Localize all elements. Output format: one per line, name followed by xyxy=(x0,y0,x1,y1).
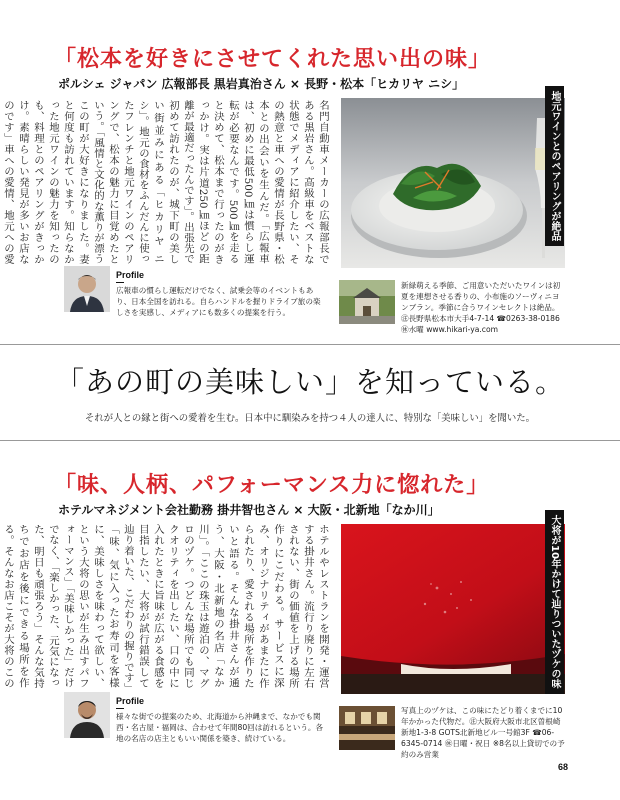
headline-title: 「あの町の美味しい」を知っている。 xyxy=(54,365,565,399)
section2-photo-caption: 写真上のヅケは、この味にたどり着くまでに10年かかった代物だ。㊟大阪府大阪市北区曽根崎新地1-3-8 GOTS北新地ビル一号館3F ☎06-6345-0714 ㊡日曜・祝日 ※8名以上貸切での予約のみ営業 xyxy=(401,706,565,759)
page-number: 68 xyxy=(558,762,569,772)
headline-top-rule xyxy=(0,344,620,345)
headline-bottom-rule xyxy=(0,440,620,441)
section1-photo-caption: 新緑萌える季節、ご用意いただいたワインは初夏を連想させる香りの、小布施のソーヴィニヨンブラン。季節に合うワインセレクトは絶品。㊟長野県松本市大手4-7-14 ☎0263-38-0186 ㊡水曜 www.hikari-ya.com xyxy=(401,281,561,334)
section1-profile-avatar xyxy=(64,266,110,312)
section1-byline: ポルシェ ジャパン 広報部長 黒岩真治さん × 長野・松本「ヒカリヤ ニシ」 xyxy=(58,77,465,91)
section1-title: 「松本を好きにさせてくれた思い出の味」 xyxy=(54,46,492,72)
section2-profile-underline xyxy=(116,708,124,709)
section2-profile-text: 様々な街での提案のため、北海道から沖縄まで、なかでも関西・名古屋・福岡は、合わせて年間80回は訪れるという。各地の名店の店主ともいい関係を築き、続けている。 xyxy=(116,712,324,743)
section1-profile-text: 広報車の慣らし運転だけでなく、試乗会等のイベントもあり、日本全国を訪れる。自らハンドルを握りドライブ旅の楽しさを実感し、メディアにも数多くの提案を行う。 xyxy=(116,286,321,317)
section2-profile-avatar xyxy=(64,692,110,738)
section2-feature-tag: 大将が10年かけて辿りついたヅケの味 xyxy=(545,510,564,694)
section2-profile-label: Profile xyxy=(116,696,145,706)
section1-profile-label: Profile xyxy=(116,270,145,280)
headline-subtitle: それが人との縁と街への愛着を生む。日本中に馴染みを持つ４人の達人に、特別な「美味しい」を聞いた。 xyxy=(84,413,535,424)
section1-profile-underline xyxy=(116,282,124,283)
section1-body-text: 名門自動車メーカーの広報部長である黒岩さん。高級車をベストな状態でメディアに紹介したい、その熱意と車への愛情が長野県・松本との出会いを生んだ。「広報車は、初めに最低500㎞は慣らし運転が必要なんです。500㎞を走ると決めて、松本まで行ったのがきっかけ。実は片道250㎞ほどの距離が最適だったんです」。出張先で初めて訪れたのが、城下町の美しい街並みにある「ヒカリヤ ニシ」。地元の食材をふんだんに使ったフレンチと地元ワインのペアリングで、松本の魅力に目覚めたという。「風情と文化的な薫りが漂うこの町が大好きになりました。妻と何度も訪れています。知らなかった地元ワインの魅力を知ったのも、料理とのペアリングがきっかけ。素晴らしい発見が多いお店なのです」車への愛情、地元への愛 xyxy=(2,100,329,264)
section1-dish-photo xyxy=(341,98,565,268)
section1-feature-tag: 地元ワインとのペアリングが絶品 xyxy=(545,86,564,246)
section2-body-text: ホテルやレストランを開発・運営する掛井さん。流行り廃りに左右されない、街の価値を上げる場所作りにこだわる。サービスに深み、オリジナリティがあまたに作られたり、愛される場所を作りたいと語る。そんな掛井さんが通う、大阪・北新地の名店「なか川」。「ここの珠玉は遊泊の、マグロのヅケ。つどんな場所でも同じクオリティを出したい、口の中に入れたときに旨味が広がる食感を目指したい、大将が試行錯誤して辿り着いた、こだわりの握りです」「味、気に入ったお寿司を客様に、美味しさを味わって欲しい、という大将の思いが生み出すパフォーマンス」「美味しかった」だけでなく、「楽しかった、元気になった、明日も頑張ろう」そんな気持ちでお店を後にできる場所を作る。そんなお店こそが大将のこの xyxy=(2,524,329,688)
section2-byline: ホテルマネジメント会社勤務 掛井智也さん × 大阪・北新地「なか川」 xyxy=(58,503,440,517)
section1-restaurant-thumbnail xyxy=(339,280,395,324)
section2-title: 「味、人柄、パフォーマンス力に惚れた」 xyxy=(54,472,490,498)
section2-restaurant-thumbnail xyxy=(339,706,395,750)
section2-sushi-photo xyxy=(341,524,565,694)
